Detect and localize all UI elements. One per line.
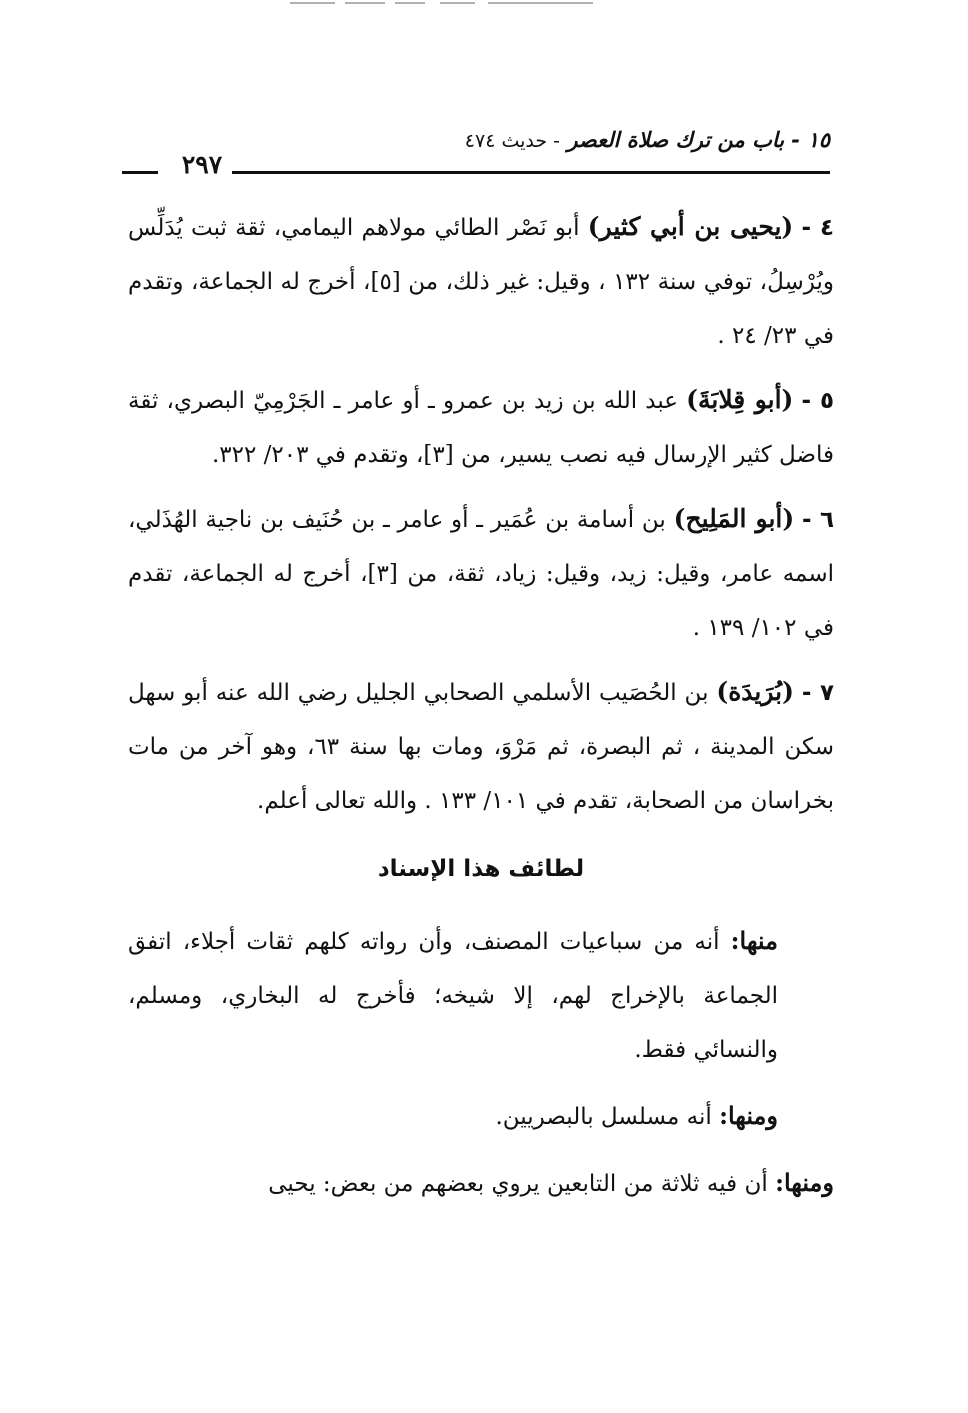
narrator-name: (أبو قِلابَةَ): [686, 385, 794, 414]
running-header: [130, 128, 830, 164]
header-rule: [232, 171, 830, 174]
point-lead: ومنها:: [775, 1168, 834, 1197]
entry-number: ٦ -: [801, 507, 835, 533]
isnad-point-1: [128, 914, 834, 1077]
narrator-description: أبو نَصْر الطائي مولاهم اليمامي، ثقة ثبت يُدَلِّس ويُرْسِلُ، توفي سنة ١٣٢ ، وقيل: غير ذلك، من [٥]، أخرج له الجماعة، وتقدم في ٢٣/ ٢٤ .: [128, 215, 834, 349]
narrator-name: (بُرَيدَة): [716, 677, 794, 706]
point-text: أنه من سباعيات المصنف، وأن رواته كلهم ثقات أجلاء، اتفق الجماعة بالإخراج لهم، إلا شيخه؛ فأخرج له البخاري، ومسلم، والنسائي فقط.: [128, 929, 778, 1063]
page-body: [128, 200, 834, 1223]
point-lead: منها:: [730, 926, 779, 955]
point-text: أنه مسلسل بالبصريين.: [495, 1104, 712, 1130]
point-text: أن فيه ثلاثة من التابعين يروي بعضهم من بعض: يحيى: [268, 1171, 768, 1197]
isnad-point-2: [128, 1089, 834, 1144]
scan-edge-marks: [0, 2, 968, 8]
hadith-reference: - حديث ٤٧٤: [464, 130, 561, 152]
section-heading: لطائف هذا الإسناد: [377, 856, 585, 882]
entry-number: ٧ -: [801, 680, 835, 706]
entry-number: ٤ -: [801, 215, 835, 241]
narrator-entry-5: [128, 373, 834, 482]
page-number-dash: [122, 171, 158, 174]
point-lead: ومنها:: [719, 1101, 778, 1130]
narrator-entry-4: [128, 200, 834, 363]
narrator-name: (يحيى بن أبي كثير): [587, 212, 794, 241]
narrator-entry-7: [128, 665, 834, 828]
page-number: ٢٩٧: [181, 150, 223, 179]
narrator-description: بن أسامة بن عُمَير ـ أو عامر ـ بن حُنَيف بن ناجية الهُذَلي، اسمه عامر، وقيل: زيد، وقيل: زياد، ثقة، من [٣]، أخرج له الجماعة، تقدم في ١٠٢/ ١٣٩ .: [128, 507, 834, 641]
chapter-title: ١٥ - باب من ترك صلاة العصر: [567, 128, 830, 152]
entry-number: ٥ -: [801, 388, 834, 414]
narrator-description: عبد الله بن زيد بن عمرو ـ أو عامر ـ الجَرْمِيّ البصري، ثقة فاضل كثير الإرسال فيه نصب يسير، من [٣]، وتقدم في ٢٠٣/ ٣٢٢.: [128, 388, 834, 468]
narrator-name: (أبو المَلِيح): [673, 504, 795, 533]
narrator-description: بن الحُصَيب الأسلمي الصحابي الجليل رضي الله عنه أبو سهل سكن المدينة ، ثم البصرة، ثم مَرْوَ، ومات بها سنة ٦٣، وهو آخر من مات بخراسان من الصحابة، تقدم في ١٠١/ ١٣٣ . والله تعالى أعلم.: [128, 680, 834, 814]
isnad-point-3: [128, 1156, 834, 1211]
narrator-entry-6: [128, 492, 834, 655]
